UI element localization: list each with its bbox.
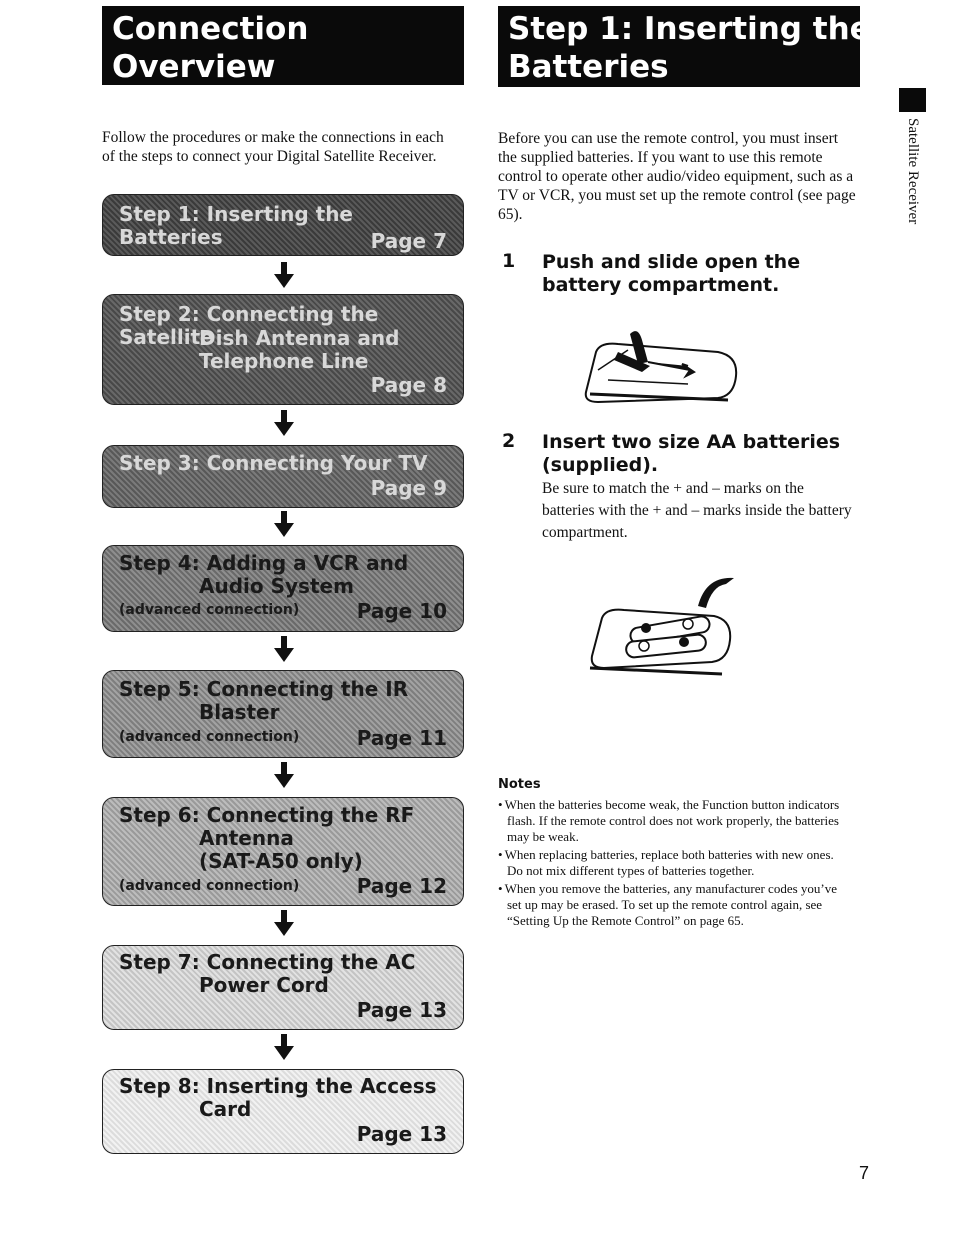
note-item: • When you remove the batteries, any manufacturer codes you’ve set up may be erased. To set up the remote control again, see “Setting Up the Remote Control” on page 65.	[498, 881, 848, 929]
overview-intro: Follow the procedures or make the connections in each of the steps to connect your Digital Satellite Receiver.	[102, 129, 444, 165]
down-arrow-icon	[272, 262, 296, 288]
step-title: Step 6: Connecting the RF	[119, 803, 415, 827]
step-title-line-2: Card	[199, 1097, 252, 1121]
step-page: Page 10	[356, 599, 447, 623]
step-2-description: Be sure to match the + and – marks on the batteries with the + and – marks inside the battery compartment.	[542, 480, 852, 541]
step-1-instruction	[542, 251, 800, 297]
step-title: Step 3: Connecting Your TV	[119, 451, 428, 475]
notes-title: Notes	[498, 777, 541, 792]
down-arrow-icon	[272, 410, 296, 436]
note-item: • When the batteries become weak, the Function button indicators flash. If the remote control does not work properly, the batteries may be weak.	[498, 797, 848, 845]
down-arrow-icon	[272, 1034, 296, 1060]
batteries-intro: Before you can use the remote control, you must insert the supplied batteries. If you want to use this remote control to operate other audio/video equipment, such as a TV or VCR, you must set up the remote control (see page 65).	[498, 130, 856, 223]
down-arrow-icon	[272, 762, 296, 788]
page-number: 7	[859, 1163, 870, 1183]
down-arrow-icon	[272, 511, 296, 537]
inserting-batteries-heading	[498, 6, 871, 87]
advanced-connection-label: (advanced connection)	[119, 878, 300, 894]
advanced-connection-label: (advanced connection)	[119, 729, 300, 745]
step-page: Page 12	[356, 874, 447, 898]
step-2-instruction	[542, 431, 840, 477]
step-title: Step 7: Connecting the AC	[119, 950, 416, 974]
step-1-line-1: Push and slide open the	[542, 251, 801, 273]
connection-overview-heading	[102, 6, 464, 85]
step-title-line-2: Audio System	[199, 574, 354, 598]
step-title: Step 2: Connecting the Satellite	[119, 302, 379, 349]
step-title-line-3: Telephone Line	[199, 349, 369, 373]
step-2-line-2: (supplied).	[542, 454, 659, 476]
note-item: • When replacing batteries, replace both batteries with new ones. Do not mix different types of batteries together.	[498, 847, 848, 879]
step-1-line-2: battery compartment.	[542, 274, 780, 296]
flow-step-1	[102, 194, 464, 256]
heading-line-2: Batteries	[508, 49, 669, 85]
step-page: Page 9	[370, 476, 447, 500]
step-number-1: 1	[502, 250, 516, 272]
flow-step-4	[102, 545, 464, 632]
down-arrow-icon	[272, 636, 296, 662]
step-page: Page 13	[356, 1122, 447, 1146]
step-title-line-2: Dish Antenna and	[199, 326, 400, 350]
step-2-line-1: Insert two size AA batteries	[542, 431, 841, 453]
down-arrow-icon	[272, 910, 296, 936]
step-page: Page 7	[370, 229, 447, 253]
step-title: Step 5: Connecting the IR	[119, 677, 409, 701]
side-section-label: Satellite Receiver	[905, 118, 921, 225]
notes-list	[498, 797, 848, 931]
remote-batteries-illustration	[586, 572, 736, 678]
step-title: Step 8: Inserting the Access	[119, 1074, 437, 1098]
flow-step-2	[102, 294, 464, 405]
step-page: Page 11	[356, 726, 447, 750]
step-title-line-3: (SAT-A50 only)	[199, 849, 363, 873]
advanced-connection-label: (advanced connection)	[119, 602, 300, 618]
step-page: Page 8	[370, 373, 447, 397]
flow-step-6	[102, 797, 464, 906]
heading-line-2: Overview	[112, 49, 276, 85]
flow-step-8	[102, 1069, 464, 1154]
step-page: Page 13	[356, 998, 447, 1022]
flow-step-3	[102, 445, 464, 508]
heading-line-1: Step 1: Inserting the	[508, 11, 871, 47]
flow-step-5	[102, 670, 464, 758]
step-number-2: 2	[502, 430, 516, 452]
flow-step-7	[102, 945, 464, 1030]
remote-open-compartment-illustration	[578, 322, 746, 414]
step-title: Step 4: Adding a VCR and	[119, 551, 409, 575]
step-title: Step 1: Inserting the Batteries	[119, 202, 353, 249]
step-title-line-2: Power Cord	[199, 973, 329, 997]
heading-line-1: Connection	[112, 11, 309, 47]
section-tab-marker	[899, 88, 926, 112]
step-title-line-2: Blaster	[199, 700, 280, 724]
step-title-line-2: Antenna	[199, 826, 294, 850]
